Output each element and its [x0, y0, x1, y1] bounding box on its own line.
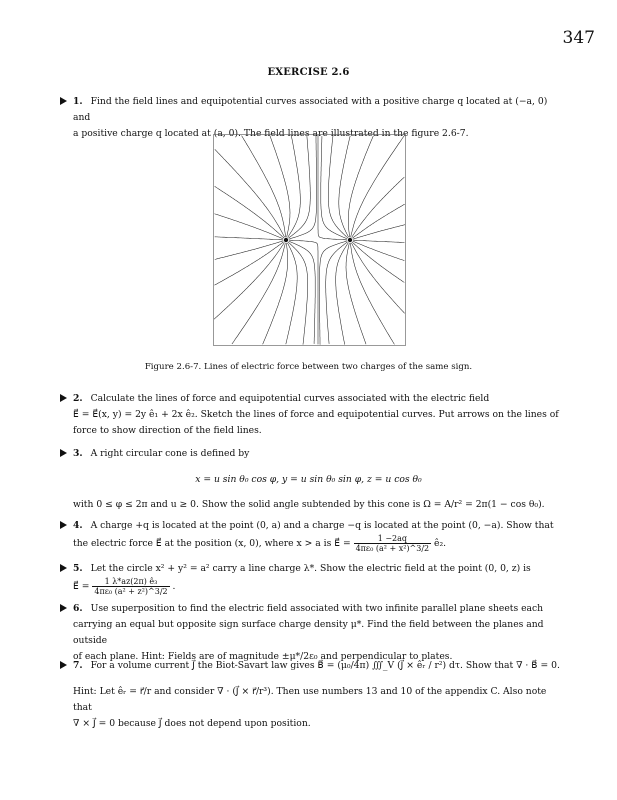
- exercise-5: 5. Let the circle x² + y² = a² carry a line charge λ*. Show the electric field at the point (0, 0, z) is E⃗ = $\frac{\text{1 λ*az(2π) ê₃}}{\text{4πε₀ (a² + z²)\textasciicircum{}3/2}}$ .: [73, 561, 561, 596]
- field-line: [352, 204, 404, 238]
- field-line: [270, 136, 290, 237]
- triangle-bullet-icon: [60, 661, 67, 669]
- field-line: [328, 135, 348, 238]
- exercise-3: 3. A right circular cone is defined by: [73, 446, 561, 462]
- fraction: $\frac{\text{1 λ*az(2π) ê₃}}{\text{4πε₀ (a² + z²)\textasciicircum{}3/2}}$: [94, 577, 168, 596]
- charge-point: [284, 238, 288, 242]
- exercise-heading: EXERCISE 2.6: [267, 67, 350, 78]
- exercise-7: 7. For a volume current J⃗ the Biot-Savart law gives B⃗ = (μ₀/4π) ∭_V (J⃗ × êᵣ / r²) dτ. Show that ∇ · B⃗ = 0. Hint: Let êᵣ = r⃗/r and consider ∇ · (J⃗ × r⃗/r³). Then use numbers 13 and 10 of the appendix C. Also note that ∇ × J⃗ = 0 because J⃗ does not depend upon position.: [73, 658, 561, 732]
- exercise-3-cont: with 0 ≤ φ ≤ 2π and u ≥ 0. Show the solid angle subtended by this cone is Ω = A/r² = 2π(1 − cos θ₀).: [73, 499, 545, 510]
- field-line: [263, 243, 288, 344]
- field-line: [319, 241, 347, 345]
- field-line: [326, 242, 348, 344]
- field-line: [215, 237, 283, 240]
- field-line: [353, 241, 405, 260]
- exercise-6: 6. Use superposition to find the electric field associated with two infinite parallel plane sheets each carrying an equal but opposite sign surface charge density μ*. Find the field between the planes and outside of each plane. Hint: Fields are of magnitude ±μ*/2ε₀ and perpendicular to plates.: [73, 601, 561, 665]
- field-line: [348, 136, 373, 237]
- field-line: [351, 243, 404, 314]
- field-line: [215, 186, 284, 238]
- field-lines-figure: [213, 134, 406, 346]
- field-line: [288, 136, 310, 238]
- exercise-4: 4. A charge +q is located at the point (0, a) and a charge −q is located at the point (0, −a). Show that the electric force E⃗ at the position (x, 0), where x > a is E⃗ = $\frac{1 -2aq}{\text{4πε₀ (a² + x²)\textasciicircum{}3/2}}$ ê₂.: [73, 518, 561, 553]
- field-line: [321, 136, 347, 239]
- triangle-bullet-icon: [60, 394, 67, 402]
- cone-equation: x = u sin θ₀ cos φ, y = u sin θ₀ sin φ, z = u cos θ₀: [195, 474, 422, 485]
- field-line: [351, 136, 404, 237]
- triangle-bullet-icon: [60, 521, 67, 529]
- field-line: [289, 241, 315, 344]
- field-line: [214, 243, 284, 320]
- field-line: [346, 243, 366, 344]
- field-line: [352, 177, 405, 237]
- field-line: [352, 242, 404, 282]
- triangle-bullet-icon: [60, 449, 67, 457]
- exercise-2: 2. Calculate the lines of force and equipotential curves associated with the electric field E⃗ = E⃗(x, y) = 2y ê₁ + 2x ê₂. Sketch the lines of force and equipotential curves. Put arrows on the lines of force to show direction of the field lines.: [73, 391, 561, 439]
- exercise-1: 1. Find the field lines and equipotential curves associated with a positive charge q located at (−a, 0) and a positive charge q located at (a, 0). The field lines are illustrated in the figure 2.6-7.: [73, 94, 561, 142]
- fraction: $\frac{1 -2aq}{\text{4πε₀ (a² + x²)\textasciicircum{}3/2}}$: [355, 534, 430, 553]
- field-line: [353, 240, 405, 242]
- field-line: [350, 243, 394, 344]
- field-line: [232, 243, 285, 344]
- charge-point: [348, 238, 352, 242]
- triangle-bullet-icon: [60, 97, 67, 105]
- triangle-bullet-icon: [60, 564, 67, 572]
- figure-caption: Figure 2.6-7. Lines of electric force between two charges of the same sign.: [144, 362, 473, 372]
- triangle-bullet-icon: [60, 604, 67, 612]
- page-number: 347: [562, 28, 595, 48]
- field-line: [288, 242, 308, 345]
- field-line: [289, 135, 317, 239]
- field-line: [215, 241, 283, 259]
- field-line: [215, 214, 284, 239]
- field-line: [242, 136, 286, 237]
